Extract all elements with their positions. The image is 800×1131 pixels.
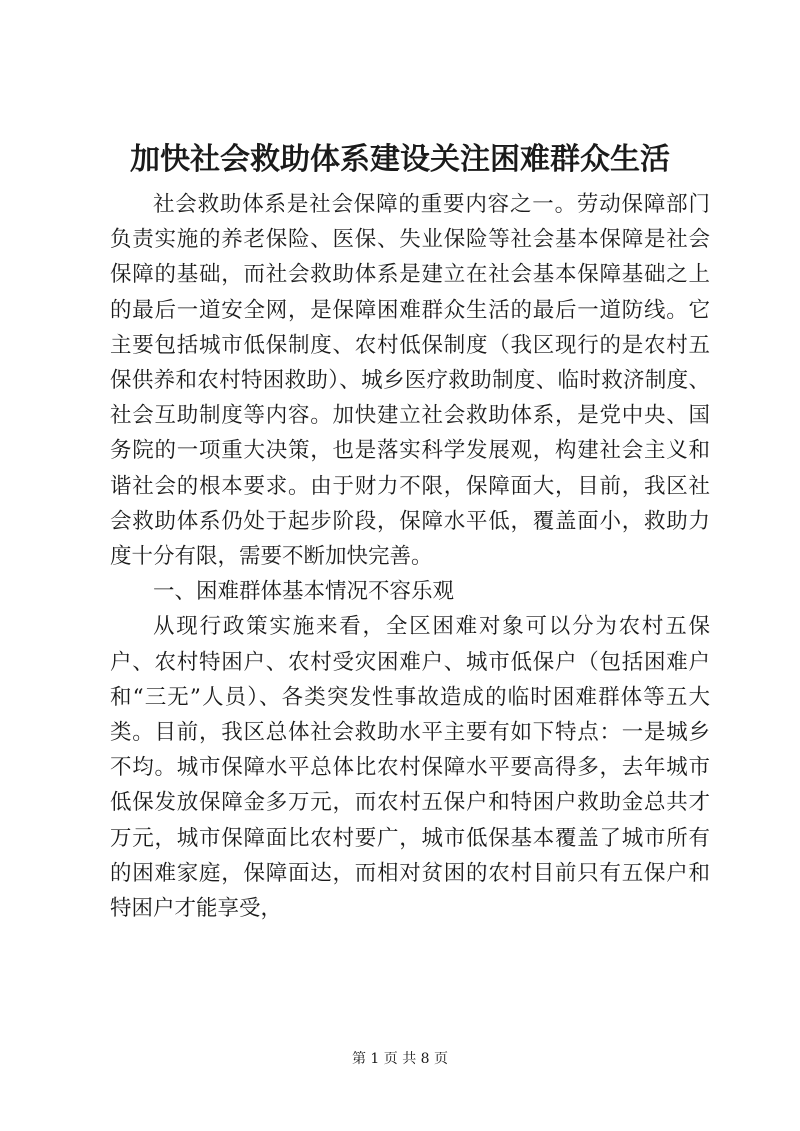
page-number-footer: 第 1 页 共 8 页 — [351, 1051, 449, 1067]
section-heading-1: 一、困难群体基本情况不容乐观 — [153, 579, 455, 605]
document-title: 加快社会救助体系建设关注困难群众生活 — [130, 142, 670, 177]
paragraph-intro: 社会救助体系是社会保障的重要内容之一。劳动保障部门负责实施的养老保险、医保、失业保险等社会基本保障是社会保障的基础，而社会救助体系是建立在社会基本保障基础之上的最后一道安全网，是保障困难群众生活的最后一道防线。它主要包括城市低保制度、农村低保制度（我区现行的是农村五保供养和农村特困救助）、城乡医疗救助制度、临时救济制度、社会互助制度等内容。加快建立社会救助体系，是党中央、国务院的一项重大决策，也是落实科学发展观，构建社会主义和谐社会的根本要求。由于财力不限，保障面大，目前，我区社会救助体系仍处于起步阶段，保障水平低，覆盖面小，救助力度十分有限，需要不断加快完善。 — [110, 192, 710, 570]
document-body — [110, 187, 710, 926]
paragraph-section-1: 从现行政策实施来看，全区困难对象可以分为农村五保户、农村特困户、农村受灾困难户、城市低保户（包括困难户和“三无”人员）、各类突发性事故造成的临时困难群体等五大类。目前，我区总体社会救助水平主要有如下特点：一是城乡不均。城市保障水平总体比农村保障水平要高得多，去年城市低保发放保障金多万元，而农村五保户和特困户救助金总共才万元，城市保障面比农村要广，城市低保基本覆盖了城市所有的困难家庭，保障面达，而相对贫困的农村目前只有五保户和特困户才能享受， — [110, 614, 710, 922]
